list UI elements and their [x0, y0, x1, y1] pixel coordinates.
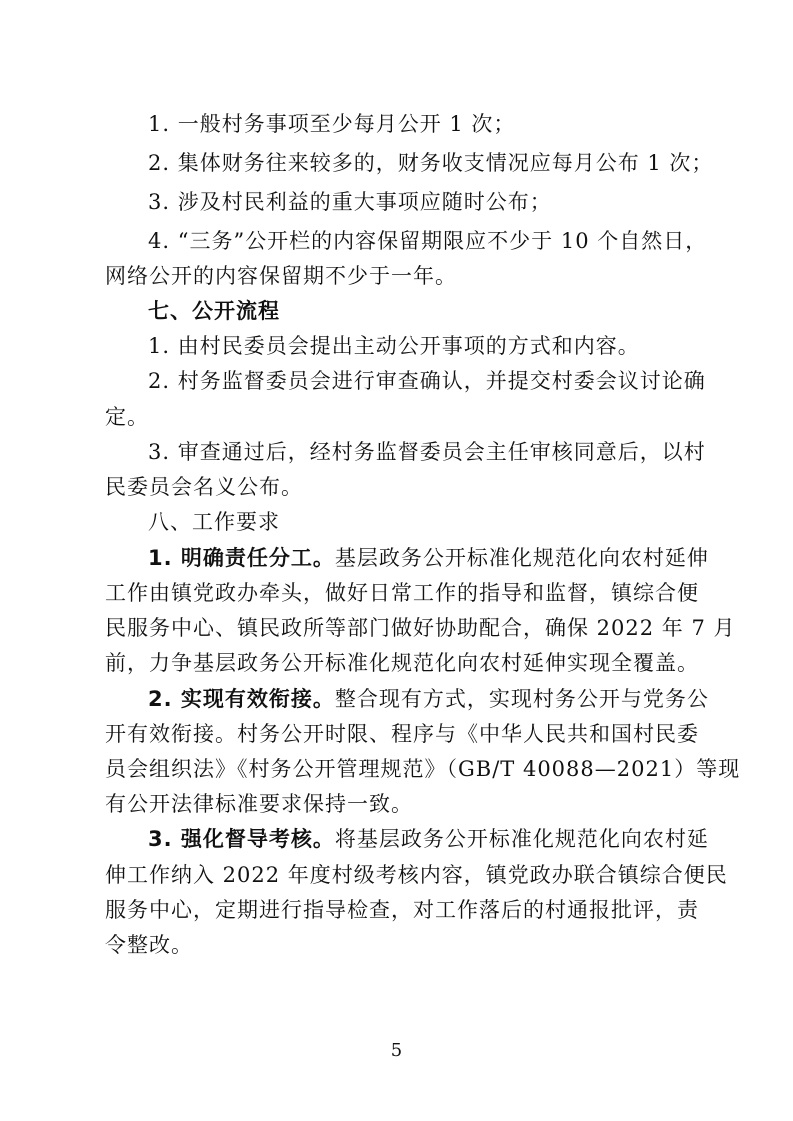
- paragraph-line: 民服务中心、镇民政所等部门做好协助配合，确保 2022 年 7 月: [105, 616, 736, 640]
- line-text: 整合现有方式，实现村务公开与党务公: [334, 687, 709, 711]
- section-heading-8: 八、工作要求: [148, 510, 280, 534]
- bold-lead: 3. 强化督导考核。: [148, 827, 335, 851]
- paragraph-line: 有公开法律标准要求保持一致。: [105, 792, 413, 816]
- bold-lead: 2. 实现有效衔接。: [148, 687, 335, 711]
- paragraph-line: [0, 686, 793, 712]
- paragraph-line: 伸工作纳入 2022 年度村级考核内容，镇党政办联合镇综合便民: [105, 863, 728, 887]
- paragraph-line: 1. 由村民委员会提出主动公开事项的方式和内容。: [148, 334, 640, 358]
- paragraph-line: 2. 村务监督委员会进行审查确认，并提交村委会议讨论确: [148, 369, 706, 393]
- paragraph-line: 3. 审查通过后，经村务监督委员会主任审核同意后，以村: [148, 440, 706, 464]
- line-text: 基层政务公开标准化规范化向农村延伸: [334, 546, 709, 570]
- page-number: 5: [390, 1040, 403, 1061]
- paragraph-line: 定。: [105, 405, 149, 429]
- section-heading-7: 七、公开流程: [148, 299, 280, 323]
- line-text: 将基层政务公开标准化规范化向农村延: [334, 827, 709, 851]
- bold-lead: 1. 明确责任分工。: [148, 546, 335, 570]
- paragraph-line: [0, 826, 793, 852]
- paragraph-line: 令整改。: [105, 933, 193, 957]
- paragraph-line: 服务中心，定期进行指导检查，对工作落后的村通报批评，责: [105, 898, 699, 922]
- paragraph-line: [0, 545, 793, 571]
- paragraph-line: 开有效衔接。村务公开时限、程序与《中华人民共和国村民委: [105, 722, 699, 746]
- paragraph-line: 3. 涉及村民利益的重大事项应随时公布；: [148, 190, 552, 214]
- paragraph-line: 员会组织法》《村务公开管理规范》（GB/T 40088—2021）等现: [105, 757, 741, 781]
- paragraph-line: 民委员会名义公布。: [105, 475, 303, 499]
- paragraph-line: 工作由镇党政办牵头，做好日常工作的指导和监督，镇综合便: [105, 581, 699, 605]
- paragraph-line: 网络公开的内容保留期不少于一年。: [105, 264, 457, 288]
- paragraph-line: 1. 一般村务事项至少每月公开 1 次；: [148, 112, 516, 136]
- paragraph-line: 2. 集体财务往来较多的，财务收支情况应每月公布 1 次；: [148, 151, 714, 175]
- paragraph-line: 4. “三务”公开栏的内容保留期限应不少于 10 个自然日，: [148, 229, 708, 253]
- paragraph-line: 前，力争基层政务公开标准化规范化向农村延伸实现全覆盖。: [105, 651, 699, 675]
